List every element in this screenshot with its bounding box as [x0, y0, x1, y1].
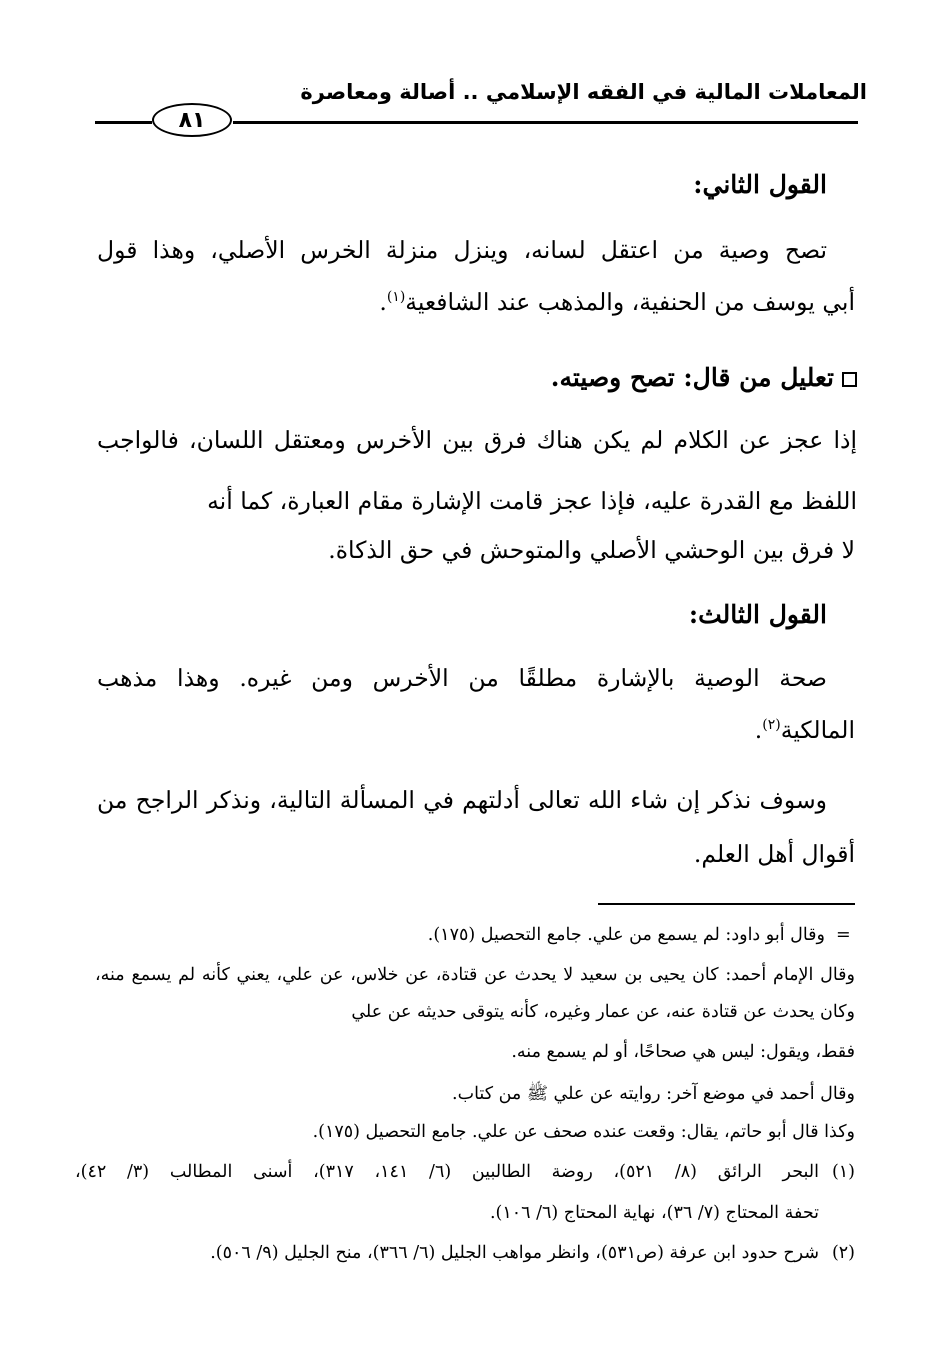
period: . [379, 288, 387, 316]
footnote-abu-hatim: وكذا قال أبو حاتم، يقال: وقعت عنده صحف عن علي. جامع التحصيل (١٧٥). [312, 1122, 855, 1142]
third-opinion-text: المالكية [780, 716, 855, 744]
page-number: ٨١ [152, 103, 232, 137]
second-opinion-heading: القول الثاني: [693, 170, 827, 199]
footnote-2-text: شرح حدود ابن عرفة (ص٥٣١)، وانظر مواهب الجليل (٦/ ٣٦٦)، منح الجليل (٩/ ٥٠٦). [210, 1243, 819, 1263]
footnote-1-number: (١) [831, 1162, 855, 1182]
footnote-separator [598, 903, 855, 905]
footnote-abu-dawud: وقال أبو داود: لم يسمع من علي. جامع التحصيل (١٧٥). [427, 925, 825, 945]
header-rule-left [95, 121, 152, 124]
running-title: المعاملات المالية في الفقه الإسلامي .. أصالة ومعاصرة [300, 80, 867, 104]
footnote-1-line-1: البحر الرائق (٨/ ٥٢١)، روضة الطالبين (٦/ ١٤١، ٣١٧)، أسنى المطالب (٣/ ٤٢)، [75, 1162, 819, 1182]
closing-line-1: وسوف نذكر إن شاء الله تعالى أدلتهم في المسألة التالية، ونذكر الراجح من [97, 786, 827, 814]
period: . [754, 716, 763, 744]
footnote-ahmad-other: وقال أحمد في موضع آخر: روايته عن علي ﷺ من كتاب. [452, 1084, 855, 1104]
footnote-ref-2: (٢) [762, 717, 781, 734]
footnote-continued [75, 925, 855, 945]
reasoning-heading-text: تعليل من قال: تصح وصيته. [550, 363, 834, 392]
third-opinion-line-1: صحة الوصية بالإشارة مطلقًا من الأخرس ومن غيره. وهذا مذهب [97, 664, 827, 692]
reasoning-paragraph: إذا عجز عن الكلام لم يكن هناك فرق بين الأخرس ومعتقل اللسان، فالواجب اللفظ مع القدرة عليه، فإذا عجز قامت الإشارة مقام العبارة، كما أنه [97, 426, 857, 515]
second-opinion-line-1: تصح وصية من اعتقل لسانه، وينزل منزلة الخرس الأصلي، وهذا قول [97, 236, 827, 264]
continuation-mark: = [836, 925, 851, 945]
footnote-imam-ahmad: وقال الإمام أحمد: كان يحيى بن سعيد لا يحدث عن قتادة، عن خلاس، عن علي، يعني كأنه لم يسمع منه، وكان يحدث عن قتادة عنه، عن عمار وغيره، كأنه يتوقى حديثه عن علي [95, 965, 855, 1022]
footnote-1-line-2: تحفة المحتاج (٧/ ٣٦)، نهاية المحتاج (٦/ ١٠٦). [489, 1203, 819, 1223]
second-opinion-line-2 [379, 288, 855, 316]
header-rule [233, 121, 858, 124]
footnote-imam-ahmad-last: فقط، ويقول: ليس هي صحاحًا، أو لم يسمع منه. [511, 1042, 855, 1062]
second-opinion-text: أبي يوسف من الحنفية، والمذهب عند الشافعية [405, 288, 855, 316]
checkbox-bullet-icon [842, 372, 857, 387]
reasoning-last-line: لا فرق بين الوحشي الأصلي والمتوحش في حق الذكاة. [328, 536, 855, 564]
reasoning-heading [551, 363, 857, 392]
third-opinion-line-2 [755, 716, 855, 744]
footnote-2-number: (٢) [831, 1243, 855, 1263]
footnote-ref-1: (١) [386, 289, 406, 306]
closing-line-2: أقوال أهل العلم. [693, 840, 855, 868]
third-opinion-heading: القول الثالث: [688, 600, 827, 629]
